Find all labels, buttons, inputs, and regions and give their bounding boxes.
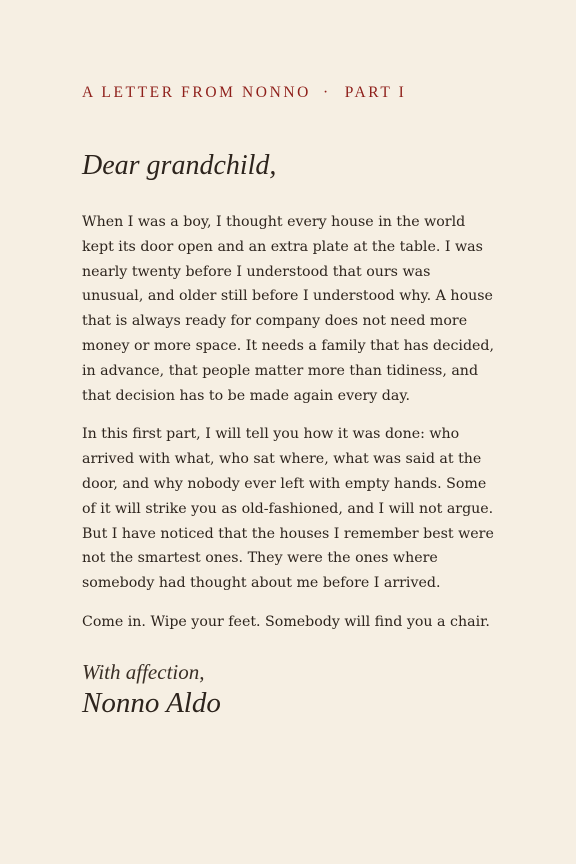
letter-page [82,0,496,864]
header-separator: · [322,84,331,101]
signature: Nonno Aldo [82,687,221,719]
paragraph-2: In this first part, I will tell you how it was done: who arrived with what, who sat where, what was said at the door, and why nobody ever left with empty hands. Some of it will strike you as old-fashioned, and I will not argue. But I have noticed that the houses I remember best were not the smartest ones. They were the ones where somebody had thought about me before I arrived. [82,426,494,592]
closing-line: With affection, [82,660,205,684]
letter-body [82,210,496,649]
paragraph-3: Come in. Wipe your feet. Somebody will find you a chair. [82,613,490,630]
paragraph-1: When I was a boy, I thought every house in the world kept its door open and an extra plate at the table. I was nearly twenty before I understood that ours was unusual, and older still before I understood why. A house that is always ready for company does not need more money or more space. It needs a family that has decided, in advance, that people matter more than tidiness, and that decision has to be made again every day. [82,214,495,404]
letter-header [82,84,406,102]
part-label: PART I [344,84,407,101]
series-title: A LETTER FROM NONNO [82,84,311,101]
salutation: Dear grandchild, [82,150,277,181]
